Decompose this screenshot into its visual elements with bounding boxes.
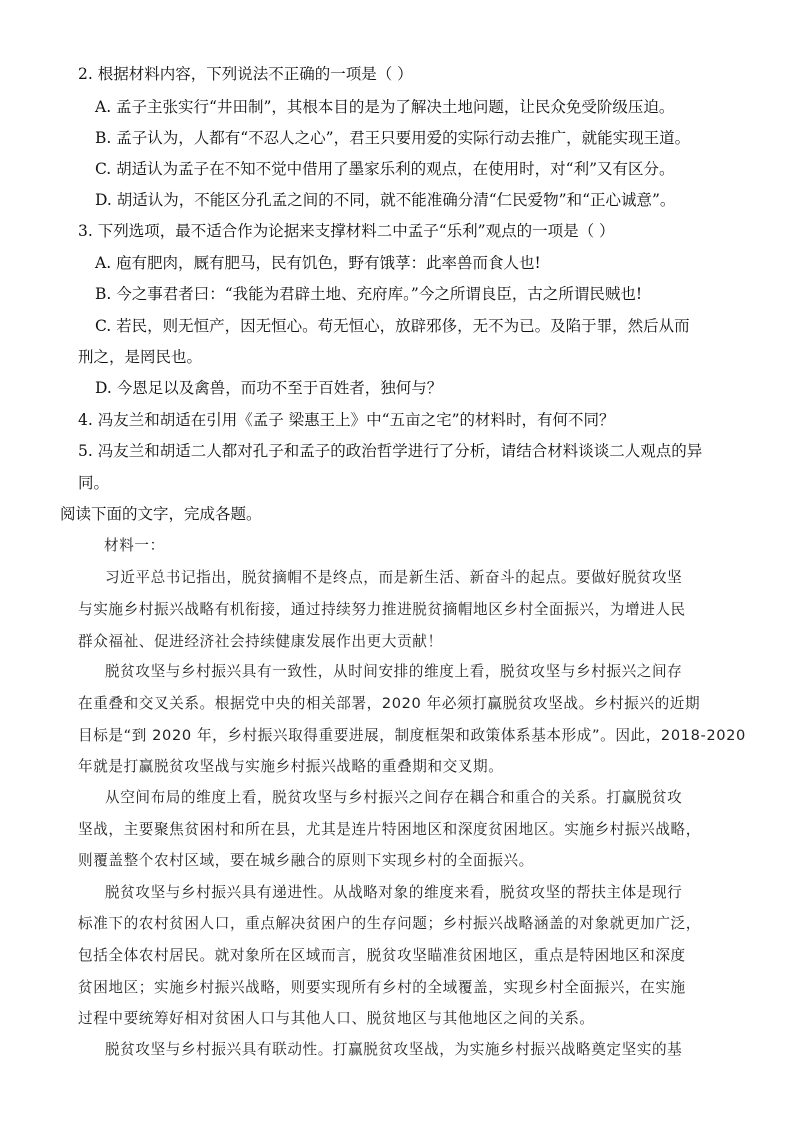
passage-p1-line2: 与实施乡村振兴战略有机衔接，通过持续努力推进脱贫摘帽地区乡村全面振兴，为增进人民 [78, 601, 686, 618]
question-3-option-d: D. 今恩足以及禽兽，而功不至于百姓者，独何与？ [95, 379, 443, 397]
passage-p4-line3: 包括全体农村居民。就对象所在区域而言，脱贫攻坚瞄准贫困地区，重点是特困地区和深度 [78, 947, 686, 964]
question-3-stem: 3. 下列选项，最不适合作为论据来支撑材料二中孟子“乐利”观点的一项是（ ） [78, 222, 615, 240]
reading-instruction: 阅读下面的文字，完成各题。 [60, 505, 262, 523]
question-2-option-c: C. 胡适认为孟子在不知不觉中借用了墨家乐利的观点，在使用时，对“利”又有区分。 [95, 160, 675, 178]
question-3-option-a: A. 庖有肥肉，厩有肥马，民有饥色，野有饿莩：此率兽而食人也! [95, 254, 541, 272]
passage-p1-line1: 习近平总书记指出，脱贫摘帽不是终点，而是新生活、新奋斗的起点。要做好脱贫攻坚 [105, 569, 683, 586]
passage-p2-line4: 年就是打赢脱贫攻坚战与实施乡村振兴战略的重叠期和交叉期。 [78, 758, 504, 775]
passage-p4-line1: 脱贫攻坚与乡村振兴具有递进性。从战略对象的维度来看，脱贫攻坚的帮扶主体是现行 [105, 884, 683, 901]
question-5-line1: 5. 冯友兰和胡适二人都对孔子和孟子的政治哲学进行了分析，请结合材料谈谈二人观点的异 [78, 442, 703, 460]
question-3-option-c-line1: C. 若民，则无恒产，因无恒心。苟无恒心，放辟邪侈，无不为已。及陷于罪，然后从而 [95, 317, 690, 335]
question-2-option-a: A. 孟子主张实行“井田制”，其根本目的是为了解决土地问题，让民众免受阶级压迫。 [95, 98, 675, 116]
passage-p2-line2: 在重叠和交叉关系。根据党中央的相关部署，2020 年必须打赢脱贫攻坚战。乡村振兴的近期 [78, 695, 701, 712]
question-5-line2: 同。 [78, 474, 110, 492]
question-3-option-c-line2: 刑之，是罔民也。 [78, 348, 203, 366]
question-2-option-d: D. 胡适认为，不能区分孔孟之间的不同，就不能准确分清“仁民爱物”和“正心诚意”。 [95, 191, 676, 209]
passage-p2-line3: 目标是“到 2020 年，乡村振兴取得重要进展，制度框架和政策体系基本形成”。因此，2018-2020 [78, 727, 746, 744]
passage-p1-line3: 群众福祉、促进经济社会持续健康发展作出更大贡献！ [78, 633, 443, 650]
question-4: 4. 冯友兰和胡适在引用《孟子 梁惠王上》中“五亩之宅”的材料时，有何不同？ [78, 411, 615, 429]
passage-p2-line1: 脱贫攻坚与乡村振兴具有一致性，从时间安排的维度上看，脱贫攻坚与乡村振兴之间存 [105, 663, 683, 680]
passage-p4-line4: 贫困地区；实施乡村振兴战略，则要实现所有乡村的全域覆盖，实现乡村全面振兴，在实施 [78, 979, 686, 996]
passage-p4-line5: 过程中要统筹好相对贫困人口与其他人口、脱贫地区与其他地区之间的关系。 [78, 1010, 595, 1027]
passage-p3-line2: 坚战，主要聚焦贫困村和所在县，尤其是连片特困地区和深度贫困地区。实施乡村振兴战略， [78, 821, 701, 838]
question-2-stem: 2. 根据材料内容，下列说法不正确的一项是（ ） [78, 65, 413, 83]
passage-p3-line1: 从空间布局的维度上看，脱贫攻坚与乡村振兴之间存在耦合和重合的关系。打赢脱贫攻 [105, 789, 683, 806]
passage-p4-line2: 标准下的农村贫困人口，重点解决贫困户的生存问题；乡村振兴战略涵盖的对象就更加广泛， [78, 915, 701, 932]
question-3-option-b: B. 今之事君者曰：“我能为君辟土地、充府库。”今之所谓良臣，古之所谓民贼也! [95, 285, 643, 303]
passage-p3-line3: 则覆盖整个农村区域，要在城乡融合的原则下实现乡村的全面振兴。 [78, 852, 534, 869]
material-label: 材料一： [104, 537, 165, 554]
question-2-option-b: B. 孟子认为，人都有“不忍人之心”，君王只要用爱的实际行动去推广，就能实现王道。 [95, 129, 691, 147]
passage-p5-line1: 脱贫攻坚与乡村振兴具有联动性。打赢脱贫攻坚战，为实施乡村振兴战略奠定坚实的基 [105, 1041, 683, 1058]
